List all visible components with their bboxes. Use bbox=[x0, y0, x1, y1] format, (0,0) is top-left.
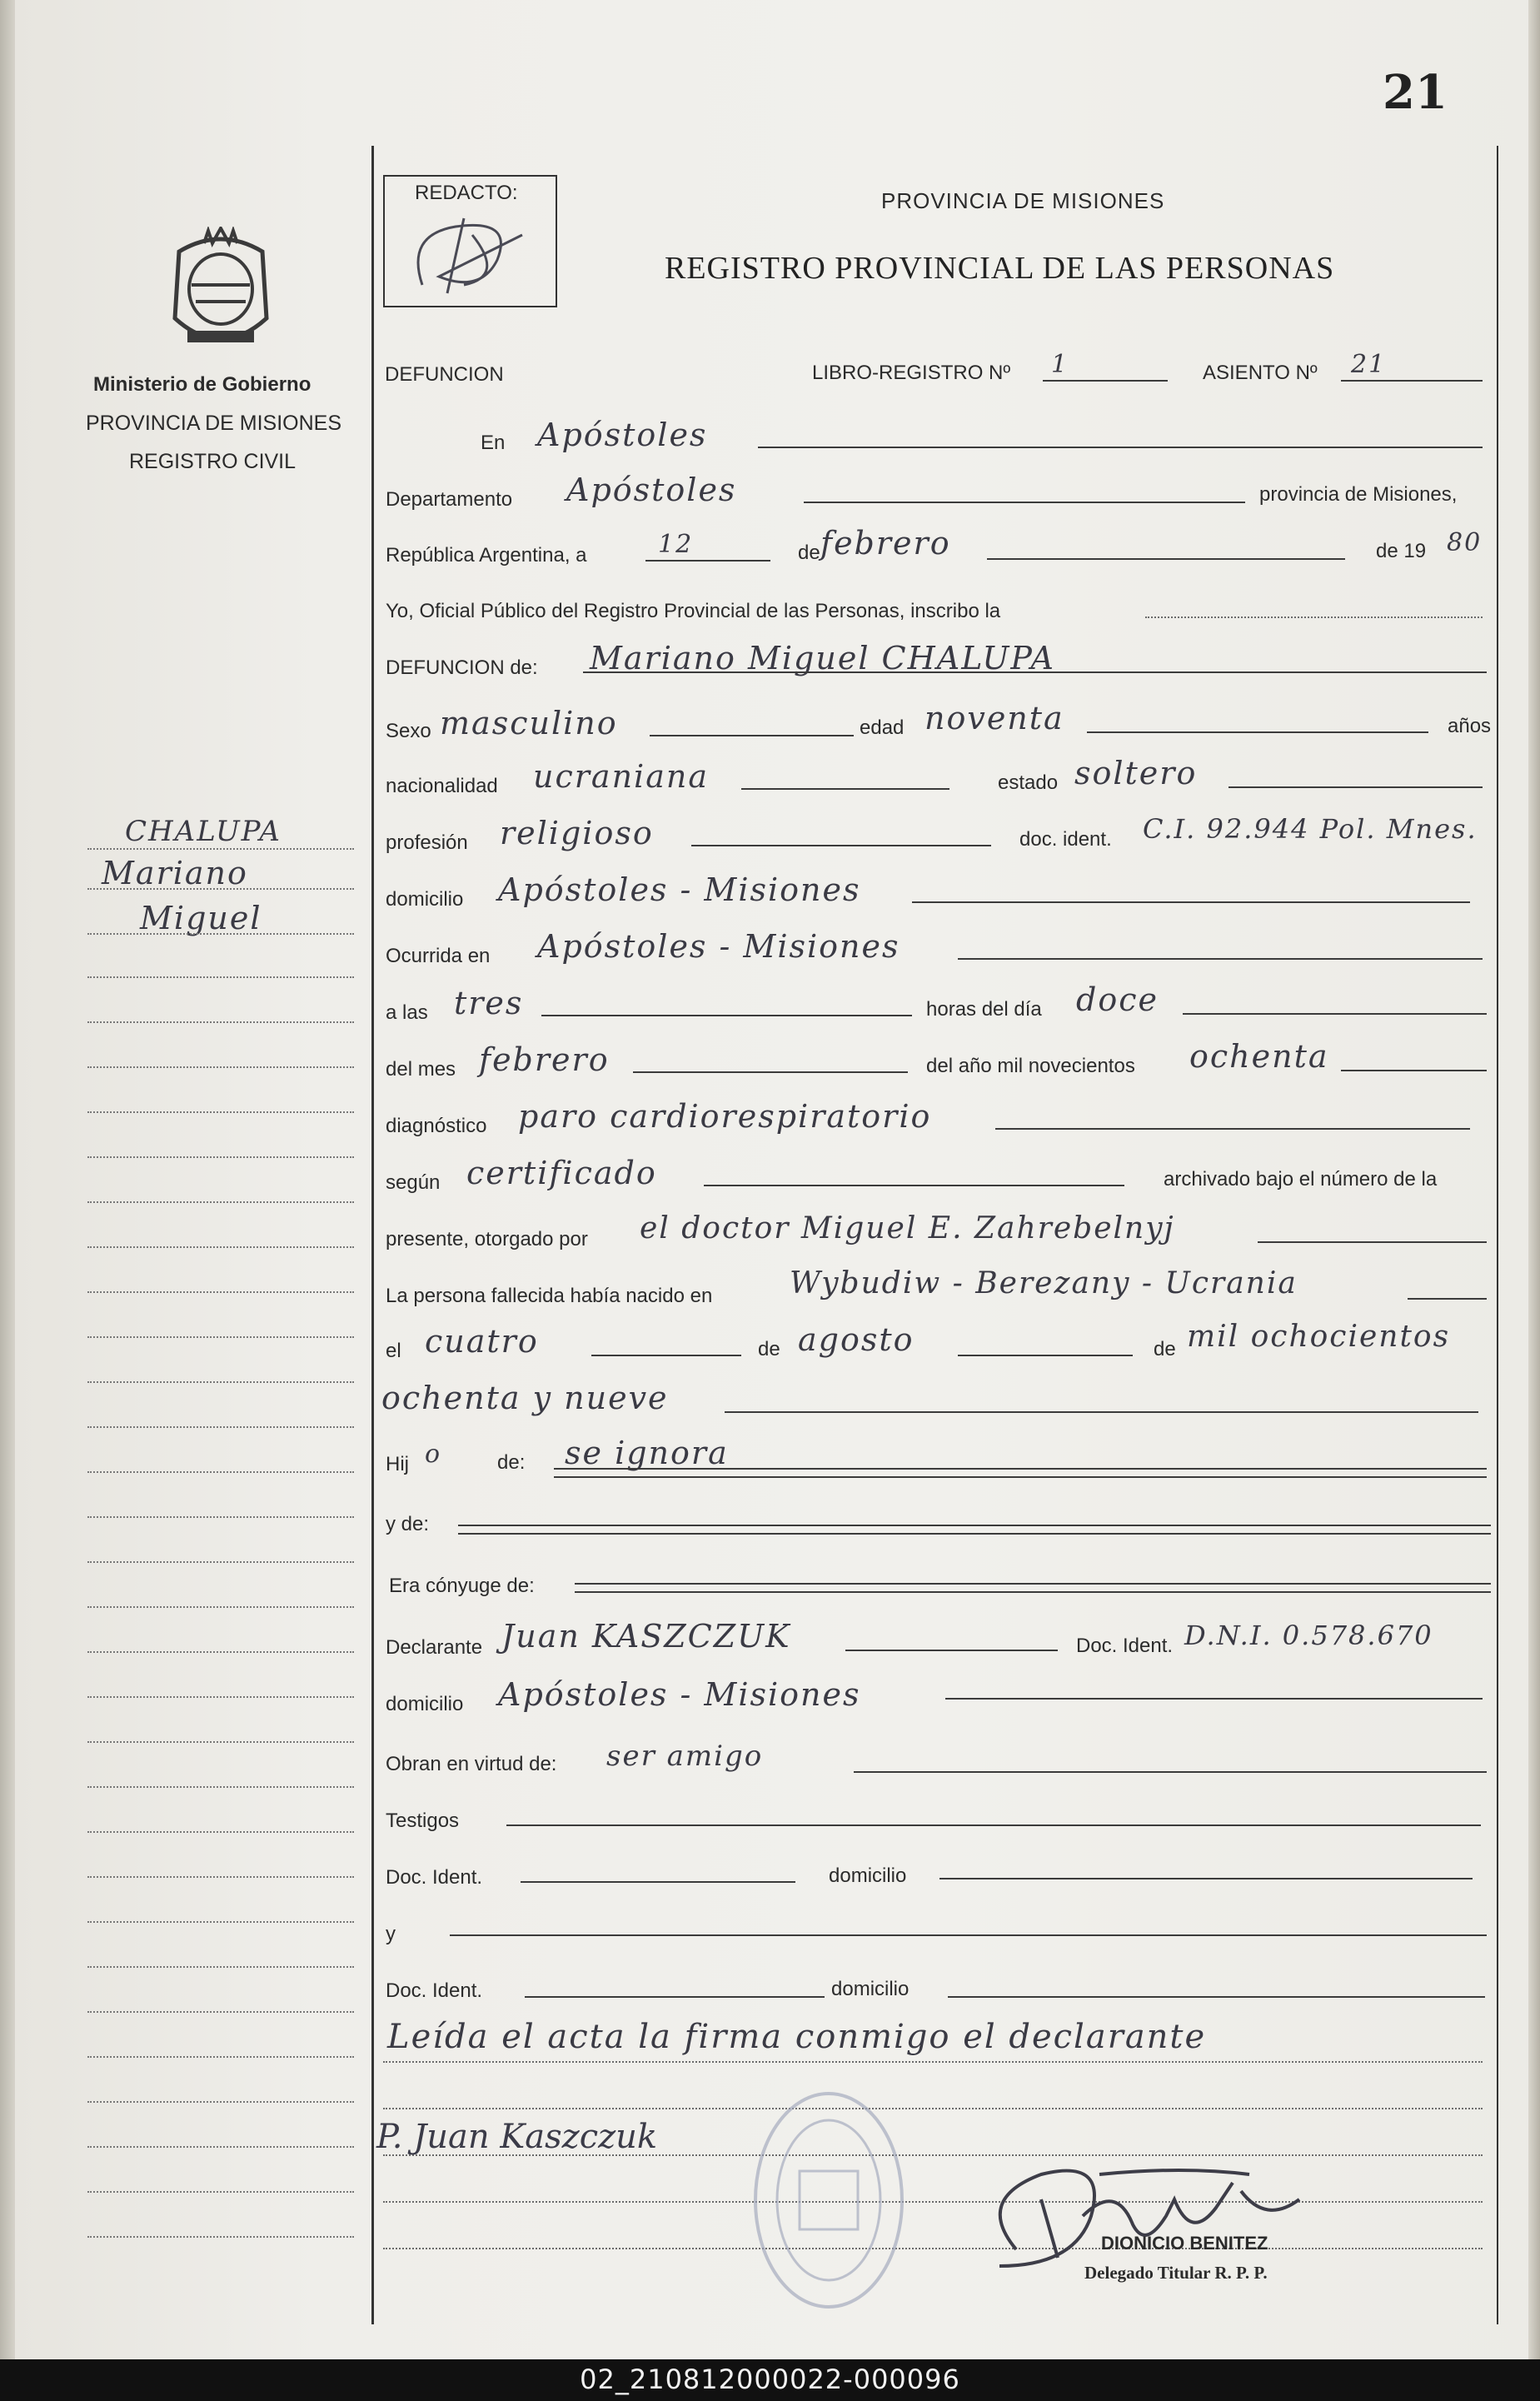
nac-anio-value: mil ochocientos bbox=[1187, 1320, 1451, 1354]
sexo-value: masculino bbox=[440, 705, 618, 741]
nac-de-label: de bbox=[758, 1338, 780, 1360]
del-mes-value: febrero bbox=[479, 1041, 610, 1078]
profesion-label: profesión bbox=[386, 831, 468, 854]
date-day: 12 bbox=[658, 530, 694, 559]
yo-text: Yo, Oficial Público del Registro Provincial de las Personas, inscribo la bbox=[386, 600, 1001, 622]
decl-doc-label: Doc. Ident. bbox=[1076, 1635, 1174, 1657]
estado-label: estado bbox=[998, 771, 1059, 794]
official-title: Delegado Titular R. P. P. bbox=[1084, 2263, 1268, 2283]
header-province: PROVINCIA DE MISIONES bbox=[881, 188, 1165, 213]
testigos-label: Testigos bbox=[386, 1809, 460, 1832]
hijo-value: se ignora bbox=[565, 1435, 729, 1471]
declarante-label: Declarante bbox=[386, 1636, 483, 1659]
y-de-label: y de: bbox=[386, 1513, 430, 1535]
edad-label: edad bbox=[860, 716, 905, 739]
del-mes-label: del mes bbox=[386, 1058, 456, 1081]
horas-label: horas del día bbox=[926, 998, 1042, 1021]
t2-dom-label: domicilio bbox=[831, 1978, 910, 2000]
date-month: febrero bbox=[820, 525, 951, 562]
presente-label: presente, otorgado por bbox=[386, 1228, 588, 1250]
a-las-label: a las bbox=[386, 1001, 428, 1024]
nacido-value: Wybudiw - Berezany - Ucrania bbox=[790, 1266, 1298, 1300]
departamento-value: Apóstoles bbox=[566, 472, 737, 508]
estado-value: soltero bbox=[1074, 755, 1198, 791]
domicilio-value: Apóstoles - Misiones bbox=[498, 871, 861, 908]
hijo-de-label: de: bbox=[497, 1451, 526, 1474]
segun-value: certificado bbox=[466, 1155, 657, 1191]
date-de-label: de bbox=[798, 542, 820, 564]
date-year: 80 bbox=[1447, 528, 1483, 557]
file-id: 02_210812000022-000096 bbox=[580, 2364, 960, 2395]
edad-value: noventa bbox=[924, 700, 1064, 736]
ocurrida-value: Apóstoles - Misiones bbox=[537, 928, 900, 965]
segun-label: según bbox=[386, 1171, 441, 1194]
margin-surname: CHALUPA bbox=[125, 815, 282, 848]
asiento-label: ASIENTO Nº bbox=[1203, 362, 1318, 384]
del-anio-label: del año mil novecientos bbox=[926, 1055, 1135, 1077]
defuncion-value: Mariano Miguel CHALUPA bbox=[590, 640, 1055, 676]
sexo-label: Sexo bbox=[386, 720, 431, 742]
date-year-label: de 19 bbox=[1376, 540, 1427, 562]
obran-value: ser amigo bbox=[606, 1740, 764, 1773]
nacionalidad-label: nacionalidad bbox=[386, 775, 498, 797]
doc-ident-value: C.I. 92.944 Pol. Mnes. bbox=[1143, 813, 1478, 845]
nac-de2-label: de bbox=[1154, 1338, 1176, 1360]
hijo-suffix: o bbox=[425, 1440, 442, 1469]
right-rule bbox=[1497, 146, 1498, 2324]
el-label: el bbox=[386, 1340, 401, 1362]
paper-edge-right bbox=[1528, 0, 1540, 2359]
nac-anio-value-2: ochenta y nueve bbox=[381, 1380, 669, 1416]
header-title: REGISTRO PROVINCIAL DE LAS PERSONAS bbox=[665, 251, 1335, 286]
hijo-label: Hij bbox=[386, 1453, 409, 1475]
decl-dom-value: Apóstoles - Misiones bbox=[498, 1676, 861, 1713]
declarante-value: Juan KASZCZUK bbox=[501, 1618, 791, 1655]
margin-ministry: Ministerio de Gobierno bbox=[93, 373, 311, 396]
defuncion-label: DEFUNCION de: bbox=[386, 656, 538, 679]
presente-value: el doctor Miguel E. Zahrebelnyj bbox=[640, 1211, 1175, 1245]
dia-hecho-value: doce bbox=[1076, 981, 1159, 1018]
republica-label: República Argentina, a bbox=[386, 544, 587, 567]
margin-first-name: Mariano bbox=[102, 855, 248, 891]
y-label: y bbox=[386, 1923, 396, 1945]
libro-value: 1 bbox=[1051, 350, 1069, 379]
decl-doc-value: D.N.I. 0.578.670 bbox=[1184, 1620, 1433, 1651]
paper-edge-left bbox=[0, 0, 15, 2359]
departamento-label: Departamento bbox=[386, 488, 513, 511]
nacido-label: La persona fallecida había nacido en bbox=[386, 1285, 713, 1307]
en-label: En bbox=[481, 432, 506, 454]
provincia-suffix: provincia de Misiones, bbox=[1259, 483, 1458, 506]
nac-dia-value: cuatro bbox=[425, 1323, 539, 1360]
margin-rule bbox=[371, 146, 374, 2324]
official-seal-icon bbox=[750, 2088, 908, 2313]
coat-of-arms-icon bbox=[162, 227, 279, 360]
profesion-value: religioso bbox=[500, 815, 654, 851]
obran-label: Obran en virtud de: bbox=[386, 1753, 557, 1775]
act-type: DEFUNCION bbox=[385, 363, 504, 386]
page-number: 21 bbox=[1383, 65, 1448, 120]
conyuge-label: Era cónyuge de: bbox=[389, 1575, 535, 1597]
t1-doc-label: Doc. Ident. bbox=[386, 1866, 483, 1889]
doc-ident-label: doc. ident. bbox=[1019, 828, 1112, 851]
t2-doc-label: Doc. Ident. bbox=[386, 1979, 483, 2002]
nacionalidad-value: ucraniana bbox=[533, 758, 709, 795]
closing-text: Leída el acta la firma conmigo el declarante bbox=[387, 2018, 1207, 2056]
margin-registry: REGISTRO CIVIL bbox=[129, 450, 297, 473]
a-las-value: tres bbox=[454, 985, 524, 1021]
diagnostico-value: paro cardiorespiratorio bbox=[518, 1098, 932, 1135]
anios-label: años bbox=[1448, 715, 1492, 737]
ocurrida-label: Ocurrida en bbox=[386, 945, 491, 967]
redacto-label: REDACTO: bbox=[415, 182, 518, 204]
en-value: Apóstoles bbox=[537, 417, 708, 453]
decl-dom-label: domicilio bbox=[386, 1693, 464, 1715]
margin-province: PROVINCIA DE MISIONES bbox=[86, 412, 342, 435]
archivado-text: archivado bajo el número de la bbox=[1164, 1168, 1438, 1191]
official-name: DIONICIO BENITEZ bbox=[1101, 2233, 1268, 2254]
diagnostico-label: diagnóstico bbox=[386, 1115, 487, 1137]
declarante-signature: P. Juan Kaszczuk bbox=[376, 2118, 658, 2156]
redacto-box bbox=[383, 175, 557, 307]
del-anio-value: ochenta bbox=[1189, 1038, 1329, 1075]
asiento-value: 21 bbox=[1351, 350, 1387, 379]
margin-middle-name: Miguel bbox=[140, 900, 262, 936]
redacto-initials-icon bbox=[389, 202, 551, 302]
libro-label: LIBRO-REGISTRO Nº bbox=[812, 362, 1011, 384]
nac-mes-value: agosto bbox=[798, 1321, 915, 1358]
t1-dom-label: domicilio bbox=[829, 1864, 907, 1887]
domicilio-label: domicilio bbox=[386, 888, 464, 911]
